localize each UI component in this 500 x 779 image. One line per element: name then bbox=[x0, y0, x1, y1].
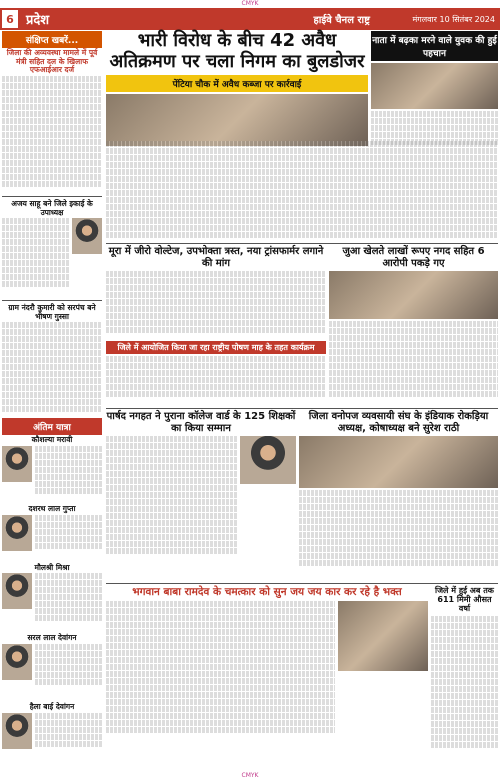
side-story bbox=[431, 586, 498, 772]
brief-headline-2: अजय साहू बने जिले इकाई के उपाध्यक्ष bbox=[11, 198, 93, 217]
brief-headline-1: जिला की अव्यवस्था मामले में पूर्व मंत्री सहित दल के खिलाफ एफआईआर दर्ज bbox=[6, 48, 98, 75]
obit-photo-4 bbox=[2, 644, 32, 680]
lead-story bbox=[106, 31, 368, 139]
brand-suffix: राष्ट्र bbox=[357, 15, 370, 26]
story-c-headline: पार्षद नगहत ने पुराना कॉलेज वार्ड के 125 शिक्षकों का किया सम्मान bbox=[106, 411, 296, 434]
story-a-body bbox=[106, 271, 326, 341]
left-column bbox=[2, 31, 102, 773]
bulldozer-photo bbox=[106, 94, 368, 146]
section-title: प्रदेश bbox=[26, 13, 50, 28]
brief-body-1 bbox=[2, 76, 102, 194]
right-teaser-story bbox=[371, 31, 498, 139]
story-d-body bbox=[299, 490, 498, 574]
story-e-headline: भगवान बाबा रामदेव के चमत्कार को सुन जय जय कार कर रहे है भक्त bbox=[132, 586, 402, 598]
obit-body-1 bbox=[35, 446, 102, 504]
story-a-headline: मूरा में जीरो वोल्टेज, उपभोक्ता त्रस्त, नया ट्रांसफार्मर लगाने की मांग bbox=[108, 246, 324, 269]
story-d bbox=[299, 411, 498, 581]
brand-name: हाईवे चैनल bbox=[313, 15, 354, 26]
page-header bbox=[0, 8, 500, 30]
brief-body-3 bbox=[2, 322, 102, 418]
story-c-body bbox=[106, 436, 237, 566]
brief-headline-3: ग्राम नंदरौ कुमारी को सरपंच बने भीषण गुस्सा bbox=[8, 303, 96, 321]
side-story-body bbox=[431, 616, 498, 766]
story-d-photo bbox=[299, 436, 498, 488]
obituary-title: अंतिम यात्रा bbox=[2, 418, 102, 435]
briefs-box-title: संक्षिप्त खबरें... bbox=[2, 31, 102, 48]
obit-photo-3 bbox=[2, 573, 32, 609]
story-a-kicker-body bbox=[106, 356, 326, 406]
divider bbox=[106, 243, 498, 244]
right-teaser-headline: नाता में बढ़का मरने वाले युवक की हुई पहचान bbox=[371, 31, 498, 61]
story-e bbox=[106, 586, 428, 772]
obit-photo-5 bbox=[2, 713, 32, 749]
story-b bbox=[329, 246, 498, 406]
story-d-headline: जिला वनोपज व्यवसायी संघ के इंडियाक रोकड़िया अध्यक्ष, कोषाध्यक्ष बने सुरेश राठी bbox=[308, 411, 489, 434]
obit-name-5: हैला बाई देवांगन bbox=[29, 701, 75, 711]
page-number: 6 bbox=[0, 8, 20, 30]
brief-photo-2 bbox=[72, 218, 102, 254]
obit-name-1: कौशल्या मरावी bbox=[31, 435, 73, 445]
story-e-photo bbox=[338, 601, 428, 671]
story-b-body bbox=[329, 321, 498, 409]
obit-photo-2 bbox=[2, 515, 32, 551]
obit-body-3 bbox=[35, 573, 102, 633]
issue-date: मंगलवार 10 सितंबर 2024 bbox=[412, 14, 495, 24]
obit-name-3: मौलश्री मिश्रा bbox=[34, 562, 70, 572]
lead-subhead-strip: पेंटिया चौक में अवैध कब्जा पर कार्रवाई bbox=[106, 75, 368, 92]
right-teaser-photo bbox=[371, 63, 498, 109]
story-a bbox=[106, 246, 326, 406]
obit-name-2: दशरथ लाल गुप्ता bbox=[28, 504, 76, 513]
story-c bbox=[106, 411, 296, 581]
lead-body bbox=[106, 141, 498, 241]
story-a-kicker: जिले में आयोजित किया जा रहा राष्ट्रीय पोषण माह के तहत कार्यक्रम bbox=[106, 341, 326, 354]
obit-body-4 bbox=[35, 644, 102, 702]
obit-photo-1 bbox=[2, 446, 32, 482]
registration-mark-bottom: CMYK bbox=[241, 772, 259, 779]
lead-headline: भारी विरोध के बीच 42 अवैध अतिक्रमण पर चला निगम का बुलडोजर bbox=[109, 30, 365, 72]
story-c-photo bbox=[240, 436, 296, 484]
newspaper-brand bbox=[260, 12, 370, 26]
side-story-headline: जिले में हुई अब तक 611 मिमी औसत वर्षा bbox=[435, 586, 494, 614]
story-e-body bbox=[106, 601, 335, 751]
divider bbox=[106, 583, 498, 584]
story-b-photo bbox=[329, 271, 498, 319]
divider bbox=[2, 300, 102, 301]
obit-name-4: सरल लाल देवांगन bbox=[27, 633, 77, 643]
brief-body-2 bbox=[2, 218, 69, 298]
story-b-headline: जुआ खेलते लाखों रूपए नगद सहित 6 आरोपी पकड़े गए bbox=[342, 246, 485, 269]
obit-body-2 bbox=[35, 515, 102, 563]
main-area bbox=[106, 31, 498, 773]
registration-mark-top: CMYK bbox=[241, 0, 259, 7]
obit-body-5 bbox=[35, 713, 102, 761]
divider bbox=[2, 196, 102, 197]
